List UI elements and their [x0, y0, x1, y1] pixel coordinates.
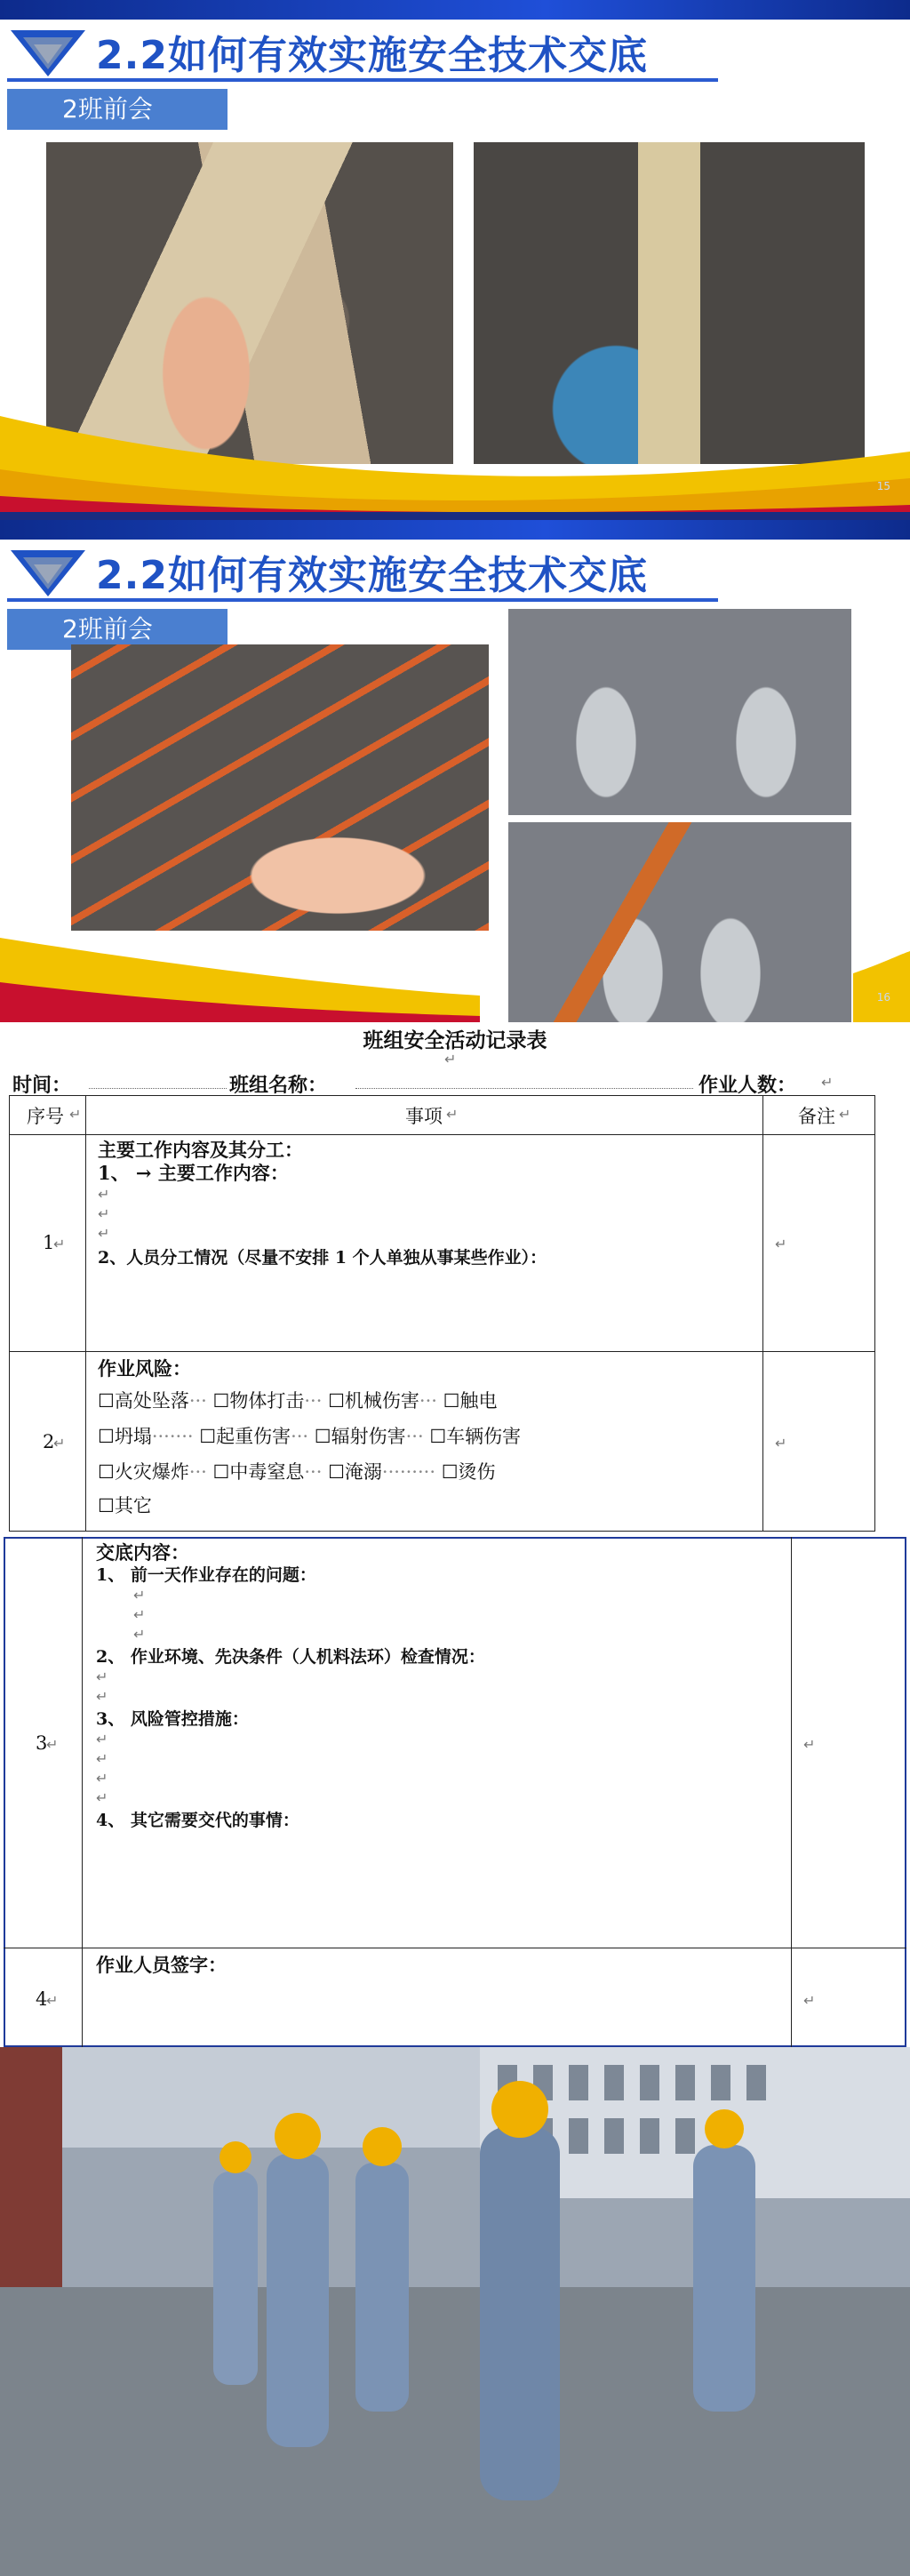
checkbox-icon[interactable]: ☐	[328, 1390, 345, 1412]
risk-label: 坍塌	[114, 1426, 152, 1447]
checkbox-icon[interactable]: ☐	[443, 1390, 460, 1412]
checkbox-icon[interactable]: ☐	[429, 1426, 447, 1447]
col-line	[791, 1537, 792, 2047]
safety-activity-form-continued	[0, 1532, 910, 2047]
return-mark: ↵	[46, 1992, 59, 2009]
time-field[interactable]	[89, 1088, 227, 1089]
return-mark: ↵	[98, 1225, 110, 1242]
top-bar	[0, 0, 910, 20]
return-mark: ↵	[69, 1106, 82, 1123]
risk-label: 物体打击	[229, 1390, 305, 1412]
top-bar	[0, 520, 910, 540]
return-mark: ↵	[96, 1750, 108, 1767]
slide-title: 2.2如何有效实施安全技术交底	[96, 33, 648, 78]
row1-line1: 主要工作内容及其分工：	[98, 1139, 303, 1161]
col-line	[762, 1095, 763, 1532]
checkbox-icon[interactable]: ☐	[98, 1390, 115, 1412]
checkbox-icon[interactable]: ☐	[212, 1461, 230, 1483]
return-mark: ↵	[53, 1435, 66, 1452]
title-underline	[7, 78, 718, 82]
row-line	[9, 1134, 875, 1135]
return-mark: ↵	[803, 1736, 816, 1753]
return-mark: ↵	[96, 1668, 108, 1685]
time-label: 时间：	[12, 1074, 72, 1097]
return-mark: ↵	[98, 1186, 110, 1203]
risk-row: ☐高处坠落··· ☐物体打击··· ☐机械伤害··· ☐触电	[98, 1390, 498, 1412]
form-title: 班组安全活动记录表	[363, 1028, 547, 1052]
risk-row	[98, 1492, 152, 1518]
section-tag: 2班前会	[7, 89, 228, 130]
risk-label: 触电	[459, 1390, 498, 1412]
row2-no: 2	[43, 1431, 55, 1452]
checkbox-icon[interactable]: ☐	[328, 1461, 345, 1483]
checkbox-icon[interactable]: ☐	[199, 1426, 217, 1447]
logo-triangle-icon	[11, 545, 85, 598]
col-line	[85, 1095, 86, 1532]
slide-1	[0, 0, 910, 520]
risk-label: 淹溺	[344, 1461, 382, 1483]
checkbox-icon[interactable]: ☐	[98, 1426, 115, 1447]
header-remark: 备注	[798, 1106, 835, 1127]
risk-label: 车辆伤害	[446, 1426, 522, 1447]
return-mark: ↵	[839, 1106, 851, 1123]
return-mark: ↵	[446, 1106, 459, 1123]
return-mark: ↵	[775, 1435, 787, 1452]
page-number: 15	[876, 480, 890, 492]
return-mark: ↵	[133, 1606, 146, 1623]
row3-item3: 3、 风险管控措施：	[96, 1709, 249, 1729]
return-mark: ↵	[96, 1770, 108, 1787]
checkbox-icon[interactable]: ☐	[441, 1461, 459, 1483]
safety-activity-form	[0, 1022, 910, 1532]
slide-title: 2.2如何有效实施安全技术交底	[96, 553, 648, 598]
risk-row: ☐火灾爆炸··· ☐中毒窒息··· ☐淹溺········· ☐烫伤	[98, 1461, 496, 1483]
return-mark: ↵	[444, 1051, 457, 1068]
risk-label: 火灾爆炸	[114, 1461, 189, 1483]
risk-label: 中毒窒息	[229, 1461, 305, 1483]
return-mark: ↵	[46, 1736, 59, 1753]
workers-scene-illustration	[0, 2047, 910, 2576]
return-mark: ↵	[775, 1236, 787, 1252]
page-number: 16	[876, 991, 890, 1004]
return-mark: ↵	[821, 1074, 834, 1091]
header-item: 事项	[405, 1106, 443, 1127]
slide-2	[0, 520, 910, 1022]
title-underline	[7, 598, 718, 602]
col-line	[82, 1537, 83, 2047]
risk-label: 烫伤	[458, 1461, 496, 1483]
row4-no: 4	[36, 1988, 48, 2010]
return-mark: ↵	[133, 1587, 146, 1604]
row1-no: 1	[43, 1232, 55, 1253]
return-mark: ↵	[96, 1731, 108, 1748]
return-mark: ↵	[96, 1688, 108, 1705]
row1-line2: 1、 → 主要工作内容：	[98, 1162, 289, 1184]
bottom-wave	[0, 911, 910, 1022]
row2-title: 作业风险：	[98, 1357, 191, 1380]
risk-label: 起重伤害	[216, 1426, 291, 1447]
row3-no: 3	[36, 1732, 48, 1754]
return-mark: ↵	[133, 1626, 146, 1643]
risk-row: ☐坍塌······· ☐起重伤害··· ☐辐射伤害··· ☐车辆伤害	[98, 1426, 522, 1447]
logo-triangle-icon	[11, 25, 85, 78]
return-mark: ↵	[803, 1992, 816, 2009]
bottom-wave	[0, 398, 910, 520]
row3-item4: 4、 其它需要交代的事情：	[96, 1811, 299, 1830]
risk-label: 其它	[114, 1495, 152, 1516]
workers-walking-photo	[0, 2047, 910, 2576]
checkbox-icon[interactable]: ☐	[98, 1461, 115, 1483]
risk-label: 高处坠落	[114, 1390, 189, 1412]
team-field[interactable]	[355, 1088, 693, 1089]
row4-title: 作业人员签字：	[96, 1954, 227, 1976]
team-label: 班组名称：	[229, 1074, 328, 1097]
section-tag: 2班前会	[7, 609, 228, 650]
row1-line3: 2、人员分工情况（尽量不安排 1 个人单独从事某些作业）：	[98, 1248, 547, 1268]
row-line	[9, 1351, 875, 1352]
return-mark: ↵	[53, 1236, 66, 1252]
rope-photo	[71, 644, 489, 931]
checkbox-icon[interactable]: ☐	[212, 1390, 230, 1412]
return-mark: ↵	[98, 1205, 110, 1222]
workers-label: 作业人数：	[698, 1074, 797, 1097]
hook-photo	[508, 609, 851, 815]
checkbox-icon[interactable]: ☐	[314, 1426, 331, 1447]
risk-label: 辐射伤害	[331, 1426, 406, 1447]
header-no: 序号	[27, 1106, 64, 1127]
checkbox-icon[interactable]: ☐	[98, 1495, 115, 1516]
row3-item2: 2、 作业环境、先决条件（人机料法环）检查情况：	[96, 1647, 485, 1667]
row3-item1: 1、 前一天作业存在的问题：	[96, 1565, 316, 1585]
return-mark: ↵	[96, 1789, 108, 1806]
risk-label: 机械伤害	[344, 1390, 419, 1412]
row3-title: 交底内容：	[96, 1541, 189, 1564]
